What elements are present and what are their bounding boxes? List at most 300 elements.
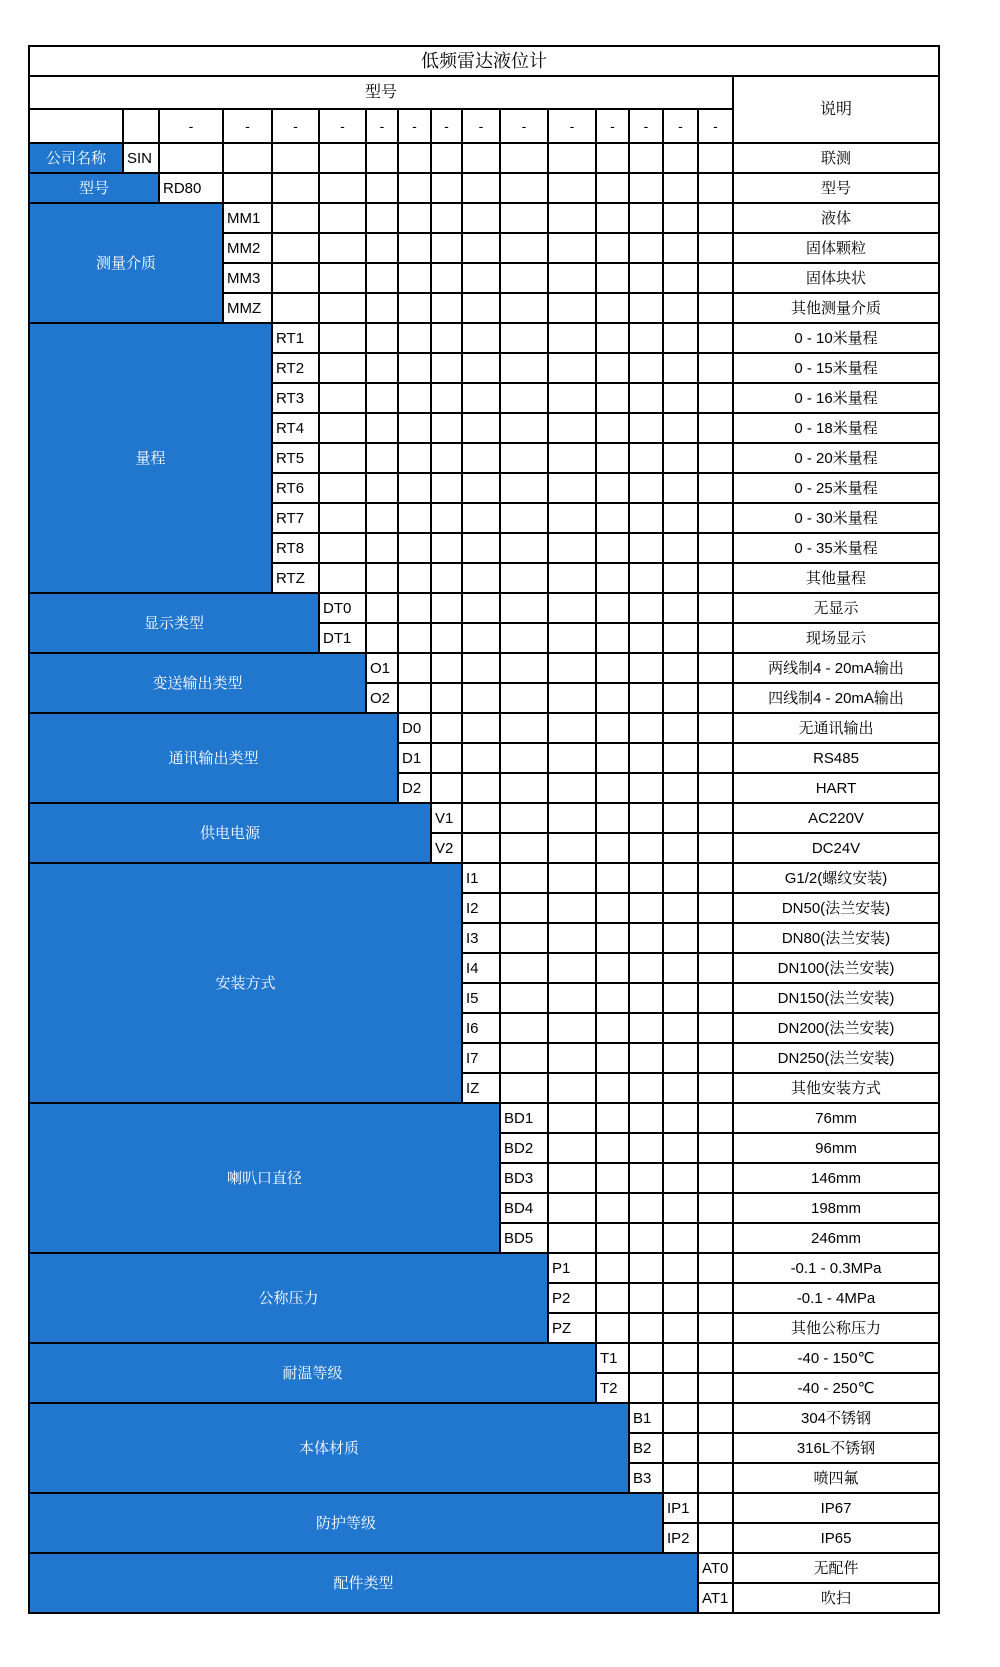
option-description: 146mm: [733, 1163, 939, 1193]
empty-cell: [698, 1433, 733, 1463]
empty-cell: [398, 623, 431, 653]
empty-cell: [398, 233, 431, 263]
empty-cell: [462, 323, 500, 353]
empty-cell: [462, 173, 500, 203]
empty-cell: [698, 1463, 733, 1493]
option-code: BD3: [500, 1163, 548, 1193]
dash-separator: -: [366, 109, 398, 143]
empty-cell: [431, 173, 462, 203]
empty-cell: [366, 413, 398, 443]
empty-cell: [548, 1223, 596, 1253]
empty-cell: [596, 923, 629, 953]
empty-cell: [596, 323, 629, 353]
empty-cell: [663, 473, 698, 503]
empty-cell: [500, 833, 548, 863]
empty-cell: [596, 1223, 629, 1253]
empty-cell: [663, 503, 698, 533]
option-code: I4: [462, 953, 500, 983]
empty-cell: [698, 293, 733, 323]
empty-cell: [698, 1193, 733, 1223]
empty-cell: [596, 953, 629, 983]
empty-cell: [663, 1343, 698, 1373]
empty-cell: [319, 173, 366, 203]
empty-cell: [663, 1163, 698, 1193]
empty-cell: [366, 383, 398, 413]
empty-cell: [596, 1163, 629, 1193]
category-label: 耐温等级: [29, 1343, 596, 1403]
empty-cell: [462, 653, 500, 683]
empty-cell: [663, 953, 698, 983]
empty-cell: [629, 383, 663, 413]
empty-cell: [398, 593, 431, 623]
empty-cell: [319, 383, 366, 413]
dash-separator: -: [596, 109, 629, 143]
empty-cell: [629, 413, 663, 443]
empty-cell: [629, 743, 663, 773]
empty-cell: [596, 293, 629, 323]
empty-cell: [698, 413, 733, 443]
empty-cell: [698, 1073, 733, 1103]
empty-cell: [548, 833, 596, 863]
empty-cell: [462, 233, 500, 263]
option-code: RTZ: [272, 563, 319, 593]
empty-cell: [663, 923, 698, 953]
empty-cell: [548, 233, 596, 263]
empty-cell: [462, 773, 500, 803]
description-header: 说明: [733, 76, 939, 143]
empty-cell: [398, 443, 431, 473]
empty-cell: [629, 503, 663, 533]
empty-cell: [548, 593, 596, 623]
option-code: DT0: [319, 593, 366, 623]
option-description: 现场显示: [733, 623, 939, 653]
empty-cell: [500, 263, 548, 293]
option-description: 两线制4 - 20mA输出: [733, 653, 939, 683]
empty-cell: [500, 773, 548, 803]
option-code: I3: [462, 923, 500, 953]
empty-cell: [500, 1073, 548, 1103]
empty-cell: [629, 833, 663, 863]
option-description: DN200(法兰安装): [733, 1013, 939, 1043]
empty-cell: [698, 203, 733, 233]
empty-cell: [698, 803, 733, 833]
empty-cell: [698, 533, 733, 563]
option-code: P1: [548, 1253, 596, 1283]
empty-cell: [272, 143, 319, 173]
empty-cell: [596, 1073, 629, 1103]
option-description: -0.1 - 4MPa: [733, 1283, 939, 1313]
empty-cell: [663, 263, 698, 293]
option-code: B1: [629, 1403, 663, 1433]
empty-cell: [548, 1133, 596, 1163]
empty-cell: [698, 503, 733, 533]
empty-cell: [629, 443, 663, 473]
empty-cell: [431, 653, 462, 683]
dash-separator: -: [548, 109, 596, 143]
dash-separator: -: [159, 109, 223, 143]
empty-cell: [366, 353, 398, 383]
empty-cell: [398, 683, 431, 713]
option-description: DN50(法兰安装): [733, 893, 939, 923]
empty-cell: [159, 143, 223, 173]
empty-cell: [663, 533, 698, 563]
empty-cell: [698, 683, 733, 713]
empty-cell: [319, 533, 366, 563]
empty-cell: [398, 353, 431, 383]
empty-cell: [663, 1013, 698, 1043]
empty-cell: [698, 353, 733, 383]
empty-cell: [629, 653, 663, 683]
empty-cell: [398, 473, 431, 503]
option-code: BD1: [500, 1103, 548, 1133]
empty-cell: [596, 173, 629, 203]
option-code: RT7: [272, 503, 319, 533]
empty-cell: [431, 593, 462, 623]
empty-cell: [500, 533, 548, 563]
empty-cell: [698, 1253, 733, 1283]
empty-cell: [663, 1373, 698, 1403]
option-code: RT4: [272, 413, 319, 443]
empty-cell: [629, 803, 663, 833]
option-code: T1: [596, 1343, 629, 1373]
empty-cell: [629, 353, 663, 383]
empty-cell: [629, 713, 663, 743]
empty-cell: [663, 233, 698, 263]
option-description: 246mm: [733, 1223, 939, 1253]
option-description: 0 - 16米量程: [733, 383, 939, 413]
empty-cell: [663, 1283, 698, 1313]
category-label: 安装方式: [29, 863, 462, 1103]
empty-cell: [629, 1163, 663, 1193]
option-code: I1: [462, 863, 500, 893]
empty-cell: [319, 473, 366, 503]
empty-cell: [629, 1133, 663, 1163]
empty-cell: [596, 1103, 629, 1133]
empty-cell: [431, 413, 462, 443]
empty-cell: [629, 1193, 663, 1223]
option-code: D1: [398, 743, 431, 773]
empty-cell: [500, 563, 548, 593]
option-description: DN150(法兰安装): [733, 983, 939, 1013]
empty-cell: [462, 623, 500, 653]
category-label: 配件类型: [29, 1553, 698, 1613]
option-description: 0 - 15米量程: [733, 353, 939, 383]
empty-cell: [548, 263, 596, 293]
empty-cell: [398, 143, 431, 173]
option-description: 无显示: [733, 593, 939, 623]
empty-cell: [548, 1163, 596, 1193]
empty-cell: [431, 773, 462, 803]
empty-cell: [548, 293, 596, 323]
empty-cell: [319, 263, 366, 293]
empty-cell: [629, 983, 663, 1013]
empty-cell: [500, 893, 548, 923]
option-description: -40 - 250℃: [733, 1373, 939, 1403]
empty-cell: [548, 173, 596, 203]
empty-cell: [431, 353, 462, 383]
empty-cell: [500, 953, 548, 983]
empty-cell: [123, 109, 159, 143]
empty-cell: [663, 413, 698, 443]
empty-cell: [223, 143, 272, 173]
empty-cell: [698, 173, 733, 203]
empty-cell: [223, 173, 272, 203]
empty-cell: [596, 683, 629, 713]
empty-cell: [462, 293, 500, 323]
empty-cell: [629, 563, 663, 593]
empty-cell: [629, 1283, 663, 1313]
option-code: PZ: [548, 1313, 596, 1343]
empty-cell: [319, 323, 366, 353]
empty-cell: [629, 893, 663, 923]
empty-cell: [548, 623, 596, 653]
dash-separator: -: [698, 109, 733, 143]
dash-separator: -: [462, 109, 500, 143]
empty-cell: [596, 833, 629, 863]
empty-cell: [319, 503, 366, 533]
empty-cell: [629, 203, 663, 233]
empty-cell: [663, 863, 698, 893]
empty-cell: [548, 653, 596, 683]
empty-cell: [596, 623, 629, 653]
empty-cell: [319, 233, 366, 263]
empty-cell: [663, 683, 698, 713]
option-description: AC220V: [733, 803, 939, 833]
empty-cell: [629, 1373, 663, 1403]
empty-cell: [698, 623, 733, 653]
empty-cell: [663, 383, 698, 413]
empty-cell: [663, 323, 698, 353]
option-description: 0 - 35米量程: [733, 533, 939, 563]
empty-cell: [698, 773, 733, 803]
empty-cell: [629, 1013, 663, 1043]
empty-cell: [596, 1283, 629, 1313]
option-code: RT6: [272, 473, 319, 503]
empty-cell: [500, 353, 548, 383]
option-code: IP1: [663, 1493, 698, 1523]
empty-cell: [366, 623, 398, 653]
option-code: I6: [462, 1013, 500, 1043]
option-description: 0 - 25米量程: [733, 473, 939, 503]
empty-cell: [500, 323, 548, 353]
empty-cell: [629, 923, 663, 953]
empty-cell: [431, 203, 462, 233]
option-description: HART: [733, 773, 939, 803]
empty-cell: [629, 863, 663, 893]
empty-cell: [366, 323, 398, 353]
empty-cell: [698, 473, 733, 503]
empty-cell: [500, 413, 548, 443]
empty-cell: [431, 323, 462, 353]
empty-cell: [548, 143, 596, 173]
empty-cell: [629, 623, 663, 653]
empty-cell: [548, 923, 596, 953]
empty-cell: [596, 1133, 629, 1163]
option-description: IP67: [733, 1493, 939, 1523]
dash-separator: -: [629, 109, 663, 143]
empty-cell: [548, 683, 596, 713]
empty-cell: [663, 743, 698, 773]
empty-cell: [663, 893, 698, 923]
empty-cell: [431, 683, 462, 713]
category-label: 变送输出类型: [29, 653, 366, 713]
category-label: 防护等级: [29, 1493, 663, 1553]
empty-cell: [548, 713, 596, 743]
category-label: 喇叭口直径: [29, 1103, 500, 1253]
empty-cell: [698, 953, 733, 983]
empty-cell: [629, 1223, 663, 1253]
empty-cell: [663, 623, 698, 653]
empty-cell: [500, 173, 548, 203]
option-description: 其他量程: [733, 563, 939, 593]
empty-cell: [548, 893, 596, 923]
category-label: 量程: [29, 323, 272, 593]
option-description: 0 - 30米量程: [733, 503, 939, 533]
option-code: BD2: [500, 1133, 548, 1163]
empty-cell: [663, 983, 698, 1013]
empty-cell: [500, 383, 548, 413]
option-code: I5: [462, 983, 500, 1013]
option-description: DN250(法兰安装): [733, 1043, 939, 1073]
model-selection-table: [28, 45, 940, 1614]
empty-cell: [431, 263, 462, 293]
option-description: -0.1 - 0.3MPa: [733, 1253, 939, 1283]
option-code: I7: [462, 1043, 500, 1073]
empty-cell: [366, 203, 398, 233]
option-code: RD80: [159, 173, 223, 203]
option-description: RS485: [733, 743, 939, 773]
option-description: 96mm: [733, 1133, 939, 1163]
option-description: 无配件: [733, 1553, 939, 1583]
empty-cell: [698, 443, 733, 473]
empty-cell: [366, 143, 398, 173]
empty-cell: [462, 443, 500, 473]
category-label: 公司名称: [29, 143, 123, 173]
empty-cell: [596, 983, 629, 1013]
empty-cell: [629, 593, 663, 623]
category-label: 型号: [29, 173, 159, 203]
empty-cell: [596, 353, 629, 383]
option-code: V2: [431, 833, 462, 863]
option-description: 0 - 18米量程: [733, 413, 939, 443]
empty-cell: [698, 1523, 733, 1553]
option-code: B2: [629, 1433, 663, 1463]
empty-cell: [698, 1313, 733, 1343]
empty-cell: [272, 263, 319, 293]
empty-cell: [366, 233, 398, 263]
option-description: -40 - 150℃: [733, 1343, 939, 1373]
empty-cell: [596, 893, 629, 923]
empty-cell: [663, 1433, 698, 1463]
empty-cell: [548, 803, 596, 833]
empty-cell: [698, 263, 733, 293]
empty-cell: [462, 743, 500, 773]
empty-cell: [462, 563, 500, 593]
empty-cell: [431, 713, 462, 743]
empty-cell: [462, 263, 500, 293]
empty-cell: [462, 503, 500, 533]
option-code: IZ: [462, 1073, 500, 1103]
empty-cell: [398, 203, 431, 233]
empty-cell: [596, 1193, 629, 1223]
option-code: BD5: [500, 1223, 548, 1253]
empty-cell: [596, 743, 629, 773]
option-description: 198mm: [733, 1193, 939, 1223]
empty-cell: [500, 203, 548, 233]
empty-cell: [629, 263, 663, 293]
empty-cell: [431, 563, 462, 593]
empty-cell: [663, 1043, 698, 1073]
empty-cell: [462, 383, 500, 413]
option-code: V1: [431, 803, 462, 833]
empty-cell: [596, 503, 629, 533]
empty-cell: [596, 653, 629, 683]
empty-cell: [431, 143, 462, 173]
option-code: RT8: [272, 533, 319, 563]
empty-cell: [548, 1043, 596, 1073]
empty-cell: [596, 233, 629, 263]
option-code: P2: [548, 1283, 596, 1313]
empty-cell: [366, 593, 398, 623]
empty-cell: [319, 203, 366, 233]
empty-cell: [398, 533, 431, 563]
empty-cell: [548, 953, 596, 983]
empty-cell: [548, 383, 596, 413]
empty-cell: [548, 1073, 596, 1103]
option-description: 喷四氟: [733, 1463, 939, 1493]
option-code: SIN: [123, 143, 159, 173]
empty-cell: [629, 773, 663, 803]
empty-cell: [462, 203, 500, 233]
option-description: 76mm: [733, 1103, 939, 1133]
empty-cell: [698, 863, 733, 893]
option-description: 固体颗粒: [733, 233, 939, 263]
option-code: AT0: [698, 1553, 733, 1583]
option-description: DN100(法兰安装): [733, 953, 939, 983]
empty-cell: [596, 1043, 629, 1073]
option-description: 四线制4 - 20mA输出: [733, 683, 939, 713]
option-description: 型号: [733, 173, 939, 203]
empty-cell: [698, 1043, 733, 1073]
empty-cell: [698, 713, 733, 743]
empty-cell: [596, 143, 629, 173]
empty-cell: [272, 173, 319, 203]
empty-cell: [398, 383, 431, 413]
empty-cell: [596, 563, 629, 593]
table-title: 低频雷达液位计: [29, 46, 939, 76]
empty-cell: [548, 323, 596, 353]
empty-cell: [629, 323, 663, 353]
empty-cell: [548, 773, 596, 803]
empty-cell: [500, 503, 548, 533]
option-description: 316L不锈钢: [733, 1433, 939, 1463]
empty-cell: [698, 893, 733, 923]
empty-cell: [431, 743, 462, 773]
empty-cell: [548, 1193, 596, 1223]
empty-cell: [663, 803, 698, 833]
option-description: IP65: [733, 1523, 939, 1553]
option-code: AT1: [698, 1583, 733, 1613]
empty-cell: [698, 1013, 733, 1043]
empty-cell: [698, 833, 733, 863]
empty-cell: [596, 1253, 629, 1283]
empty-cell: [431, 233, 462, 263]
empty-cell: [596, 863, 629, 893]
option-code: MM2: [223, 233, 272, 263]
option-code: O1: [366, 653, 398, 683]
empty-cell: [548, 413, 596, 443]
empty-cell: [548, 863, 596, 893]
